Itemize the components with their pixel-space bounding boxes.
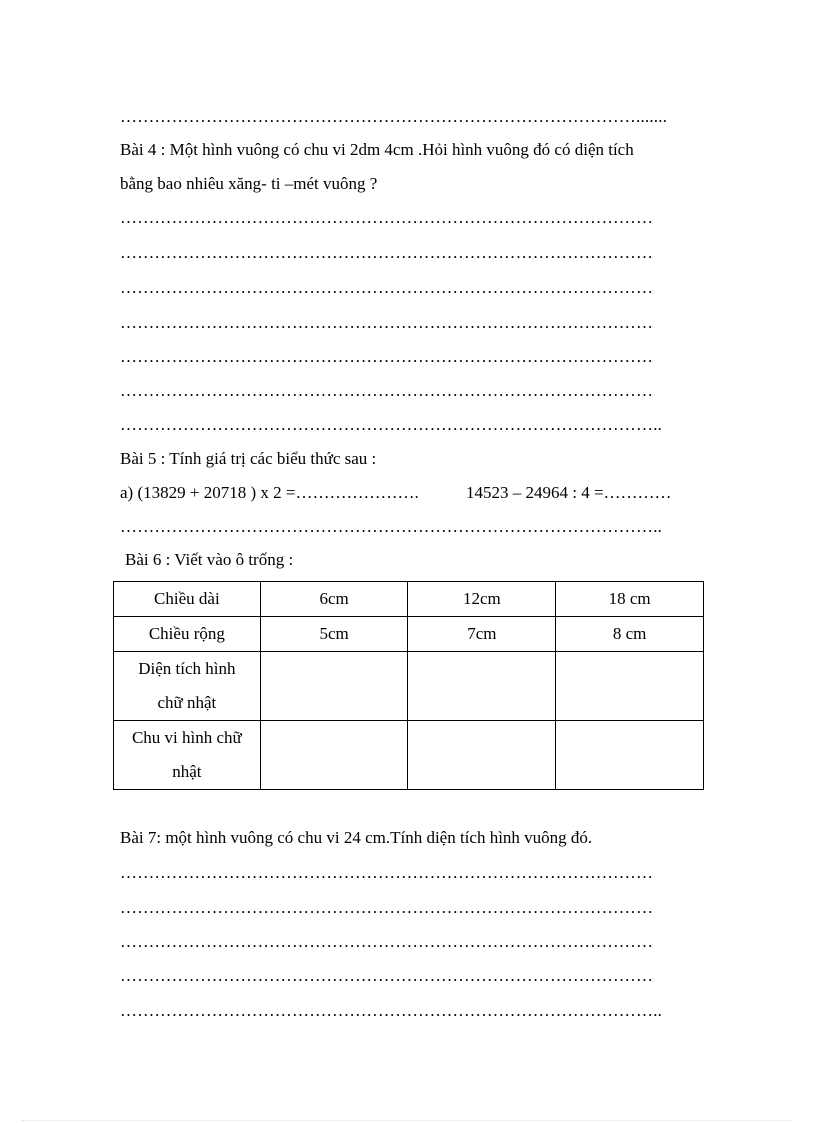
row-label-area-line2: chữ nhật [157, 693, 217, 712]
bai4-answer-dots: ………………………………………………………………………………… [120, 243, 654, 262]
row-label-width: Chiều rộng [114, 617, 261, 652]
row-label-area [114, 652, 261, 721]
bai5-expression-b: 14523 – 24964 : 4 =………… [466, 483, 672, 502]
bai5-title: Bài 5 : Tính giá trị các biểu thức sau : [120, 449, 377, 468]
table-cell: 5cm [260, 617, 408, 652]
table-cell: 18 cm [556, 582, 704, 617]
table-row [114, 617, 704, 652]
table-cell: 12cm [408, 582, 556, 617]
row-label-perimeter [114, 721, 261, 790]
answer-cell[interactable] [408, 652, 556, 721]
bai4-answer-dots: ………………………………………………………………………………… [120, 208, 654, 227]
bai6-title: Bài 6 : Viết vào ô trống : [125, 550, 294, 569]
answer-cell[interactable] [408, 721, 556, 790]
bai4-answer-dots: ………………………………………………………………………………… [120, 347, 654, 366]
row-label-area-line1: Diện tích hình [138, 659, 236, 678]
table-row [114, 582, 704, 617]
row-label-perimeter-line2: nhật [172, 762, 202, 781]
bai7-answer-dots: ………………………………………………………………………………….. [120, 1001, 663, 1020]
bai6-table [113, 581, 704, 790]
row-label-length: Chiều dài [114, 582, 261, 617]
bai7-answer-dots: ………………………………………………………………………………… [120, 863, 654, 882]
answer-cell[interactable] [260, 652, 408, 721]
table-cell: 8 cm [556, 617, 704, 652]
bai7-answer-dots: ………………………………………………………………………………… [120, 932, 654, 951]
answer-cell[interactable] [556, 721, 704, 790]
bai7-answer-dots: ………………………………………………………………………………… [120, 966, 654, 985]
page-bottom-divider [22, 1120, 794, 1121]
table-row [114, 652, 704, 721]
bai4-answer-dots: ………………………………………………………………………………… [120, 278, 654, 297]
bai7-question: Bài 7: một hình vuông có chu vi 24 cm.Tính diện tích hình vuông đó. [120, 828, 593, 847]
bai4-question-line1: Bài 4 : Một hình vuông có chu vi 2dm 4cm .Hỏi hình vuông đó có diện tích [120, 140, 634, 159]
bai4-answer-dots: ………………………………………………………………………………….. [120, 415, 663, 434]
bai4-question-line2: bằng bao nhiêu xăng- ti –mét vuông ? [120, 174, 378, 193]
bai4-answer-dots: ………………………………………………………………………………… [120, 381, 654, 400]
table-row [114, 721, 704, 790]
bai5-answer-dots: ………………………………………………………………………………….. [120, 517, 663, 536]
answer-cell[interactable] [556, 652, 704, 721]
row-label-perimeter-line1: Chu vi hình chữ [131, 728, 242, 747]
answer-cell[interactable] [260, 721, 408, 790]
table-cell: 6cm [260, 582, 408, 617]
bai7-answer-dots: ………………………………………………………………………………… [120, 898, 654, 917]
answer-dots-top: ………………………………………………………………………………....... [120, 107, 668, 126]
bai5-expression-a: a) (13829 + 20718 ) x 2 =…………………. [120, 483, 419, 502]
table-cell: 7cm [408, 617, 556, 652]
bai4-answer-dots: ………………………………………………………………………………… [120, 313, 654, 332]
